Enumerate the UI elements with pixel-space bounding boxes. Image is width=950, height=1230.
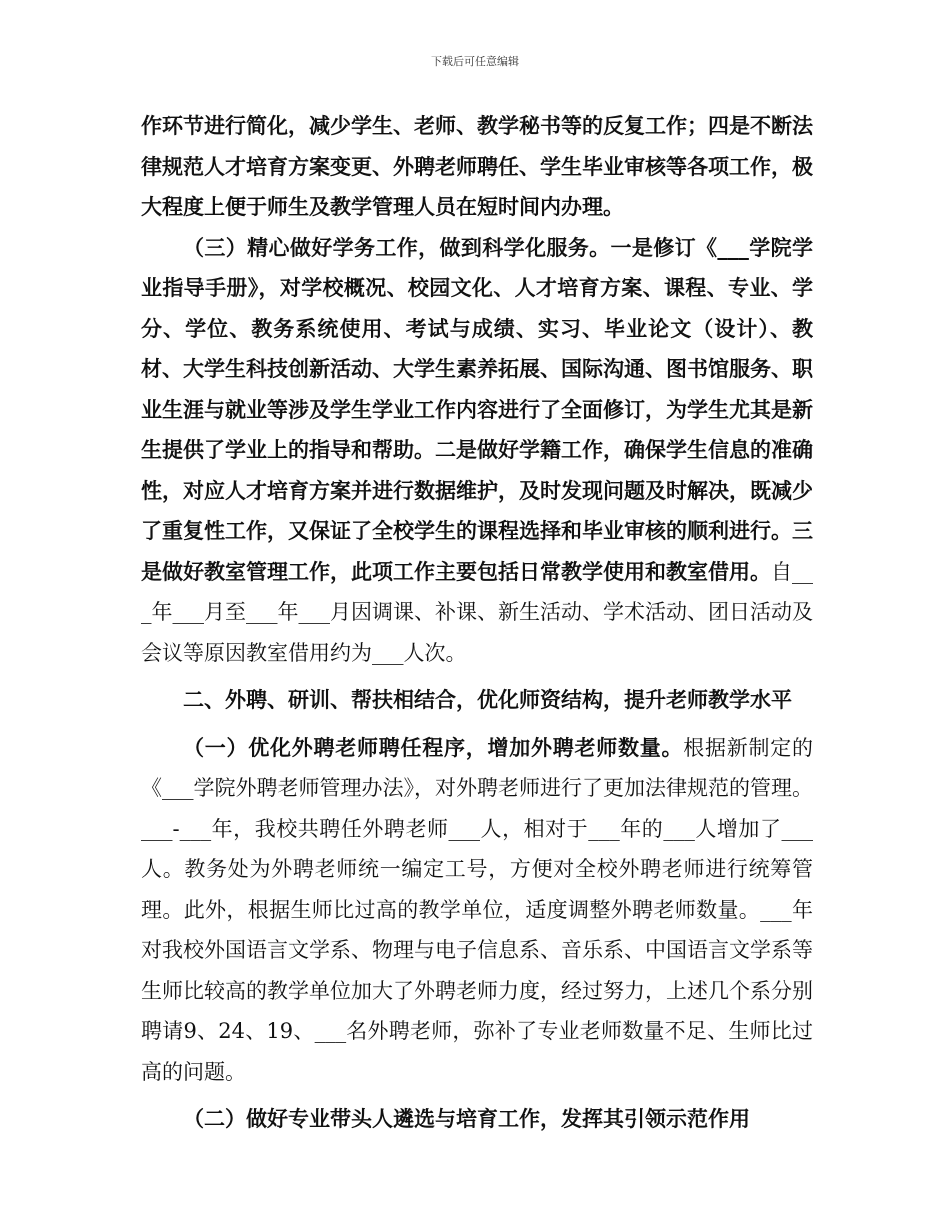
paragraph-bold-text: 二、外聘、研训、帮扶相结合，优化师资结构，提升老师教学水平 [183, 687, 792, 712]
section-heading [141, 680, 813, 721]
document-body [141, 106, 813, 1140]
paragraph-normal-text: 自___年___月至___年___月因调课、补课、新生活动、学术活动、团日活动及会议等原因教室借用约为___人次。 [141, 559, 813, 665]
paragraph-continuation [141, 106, 813, 228]
paragraph-bold-text: 作环节进行简化，减少学生、老师、教学秘书等的反复工作；四是不断法律规范人才培育方案变更、外聘老师聘任、学生毕业审核等各项工作，极大程度上便于师生及教学管理人员在短时间内办理。 [141, 113, 813, 219]
subsection-heading [141, 1099, 813, 1140]
paragraph-bold-text: （一）优化外聘老师聘任程序，增加外聘老师数量。 [183, 734, 684, 760]
paragraph-bold-text: （二）做好专业带头人遴选与培育工作，发挥其引领示范作用 [183, 1106, 750, 1131]
page-header: 下载后可任意编辑 [431, 55, 519, 68]
paragraph-bold-text: （三）精心做好学务工作，做到科学化服务。一是修订《___学院学业指导手册》，对学校概况、校园文化、人才培育方案、课程、专业、学分、学位、教务系统使用、考试与成绩、实习、毕业论文（设计）、教材、大学生科技创新活动、大学生素养拓展、国际沟通、图书馆服务、职业生涯与就业等涉及学生学业工作内容进行了全面修订，为学生尤其是新生提供了学业上的指导和帮助。二是做好学籍工作，确保学生信息的准确性，对应人才培育方案并进行数据维护，及时发现问题及时解决，既减少了重复性工作，又保证了全校学生的课程选择和毕业审核的顺利进行。三是做好教室管理工作，此项工作主要包括日常教学使用和教室借用。 [141, 234, 813, 584]
paragraph-academic-services [141, 228, 813, 674]
paragraph-normal-text: 根据新制定的《___学院外聘老师管理办法》，对外聘老师进行了更加法律规范的管理。___-___年，我校共聘任外聘老师___人，相对于___年的___人增加了___人。教务处为外聘老师统一编定工号，方便对全校外聘老师进行统筹管理。此外，根据生师比过高的教学单位，适度调整外聘老师数量。___年对我校外国语言文学系、物理与电子信息系、音乐系、中国语言文学系等生师比较高的教学单位加大了外聘老师力度，经过努力，上述几个系分别聘请9、24、19、___名外聘老师，弥补了专业老师数量不足、生师比过高的问题。 [141, 735, 813, 1084]
paragraph-external-teachers [141, 728, 813, 1093]
